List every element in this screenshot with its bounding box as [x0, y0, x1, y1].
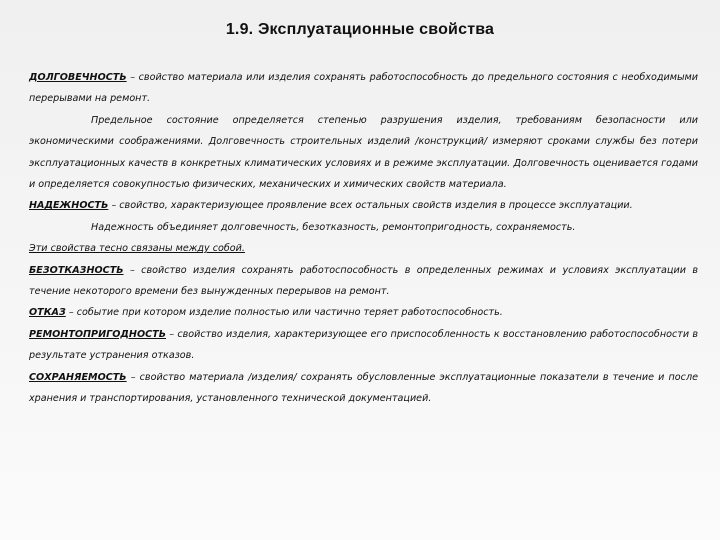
definition-failsafe: – свойство изделия сохранять работоспособность в определенных режимах и условиях эксплуатации в течение некоторого времени без вынужденных перерывов на ремонт.	[29, 264, 698, 298]
definition-durability: – свойство материала или изделия сохранять работоспособность до предельного состояния с необходимыми перерывами на ремонт.	[29, 72, 698, 105]
term-maintainability: РЕМОНТОПРИГОДНОСТЬ	[29, 328, 167, 340]
paragraph-maintainability	[29, 324, 698, 367]
paragraph-storability	[29, 367, 698, 410]
definition-reliability: – свойство, характеризующее проявление всех остальных свойств изделия в процессе эксплуатации.	[108, 200, 633, 212]
paragraph-limit-state: Предельное состояние определяется степенью разрушения изделия, требованиям безопасности или экономическими соображениями. Долговечность строительных изделий /конструкций/ измеряют сроками службы без потери эксплуатационных качеств в конкретных климатических условиях и в режиме эксплуатации. Долговечность оценивается годами и определяется совокупностью физических, механических и химических свойств материала.	[29, 114, 698, 191]
term-durability: ДОЛГОВЕЧНОСТЬ	[29, 72, 127, 83]
term-reliability: НАДЕЖНОСТЬ	[29, 200, 109, 212]
paragraph-durability	[29, 67, 698, 110]
term-failure: ОТКАЗ	[29, 307, 66, 319]
definition-maintainability: – свойство изделия, характеризующее его приспособленность к восстановлению работоспособности в результате устранения отказов.	[29, 328, 698, 362]
definition-storability: – свойство материала /изделия/ сохранять обусловленные эксплуатационные показатели в течение и после хранения и транспортирования, установленного технической документацией.	[29, 371, 698, 405]
paragraph-reliability-combines: Надежность объединяет долговечность, безотказность, ремонтопригодность, сохраняемость.	[91, 221, 576, 233]
paragraph-linked-properties: Эти свойства тесно связаны между собой.	[29, 243, 245, 255]
page-title: 1.9. Эксплуатационные свойства	[225, 21, 495, 38]
paragraph-failure	[29, 302, 698, 323]
paragraph-reliability	[29, 195, 698, 216]
paragraph-failsafe	[29, 260, 698, 303]
document-body	[29, 67, 698, 410]
term-failsafe: БЕЗОТКАЗНОСТЬ	[29, 264, 124, 276]
term-storability: СОХРАНЯЕМОСТЬ	[29, 371, 127, 383]
definition-failure: – событие при котором изделие полностью или частично теряет работоспособность.	[65, 307, 503, 319]
